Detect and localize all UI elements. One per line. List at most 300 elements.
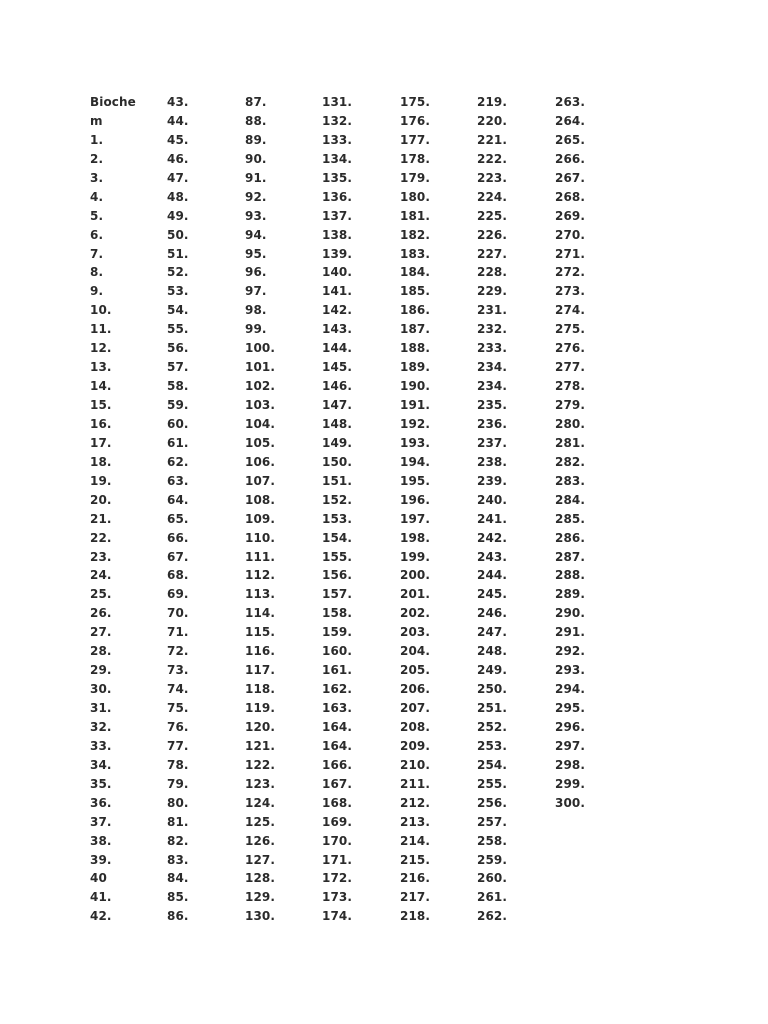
list-item: 259. (477, 852, 508, 867)
list-item: 120. (245, 719, 276, 734)
list-item: 190. (400, 379, 431, 394)
list-item: 118. (245, 682, 276, 697)
list-item: 6. (90, 227, 104, 242)
list-item: 217. (400, 890, 431, 905)
list-item: 17. (90, 435, 112, 450)
list-item: 37. (90, 814, 112, 829)
list-item: 19. (90, 473, 112, 488)
list-item: 174. (322, 909, 353, 924)
list-item: 275. (555, 322, 586, 337)
list-item: 5. (90, 208, 104, 223)
list-item: 144. (322, 341, 353, 356)
list-item: 45. (167, 132, 189, 147)
list-item: 96. (245, 265, 267, 280)
list-item: 28. (90, 644, 112, 659)
list-item: 164. (322, 738, 353, 753)
list-item: 34. (90, 757, 112, 772)
list-item: 1. (90, 132, 104, 147)
list-item: 157. (322, 587, 353, 602)
list-item: 53. (167, 284, 189, 299)
list-item: 124. (245, 795, 276, 810)
list-item: 143. (322, 322, 353, 337)
list-item: 84. (167, 871, 189, 886)
list-item: 29. (90, 663, 112, 678)
list-item: 145. (322, 360, 353, 375)
list-item: 122. (245, 757, 276, 772)
list-item: 128. (245, 871, 276, 886)
list-item: 240. (477, 492, 508, 507)
list-item: 97. (245, 284, 267, 299)
list-item: 88. (245, 113, 267, 128)
list-item: 162. (322, 682, 353, 697)
list-item: 228. (477, 265, 508, 280)
list-item: 292. (555, 644, 586, 659)
list-item: 39. (90, 852, 112, 867)
list-item: 35. (90, 776, 112, 791)
numbered-column-2 (167, 93, 237, 926)
list-item: 234. (477, 360, 508, 375)
list-item: 49. (167, 208, 189, 223)
list-item: 57. (167, 360, 189, 375)
list-item: 203. (400, 625, 431, 640)
numbered-column-4 (322, 93, 392, 926)
list-item: 283. (555, 473, 586, 488)
list-item: 229. (477, 284, 508, 299)
list-item: 73. (167, 663, 189, 678)
list-item: 27. (90, 625, 112, 640)
list-item: 156. (322, 568, 353, 583)
list-item: 119. (245, 701, 276, 715)
list-item: 187. (400, 322, 431, 337)
list-item: 216. (400, 871, 431, 886)
list-item: 55. (167, 322, 189, 337)
list-item: 94. (245, 227, 267, 242)
list-item: 155. (322, 549, 353, 564)
list-item: 54. (167, 303, 189, 318)
list-item: 233. (477, 341, 508, 356)
list-item: 4. (90, 189, 104, 204)
list-item: 291. (555, 625, 586, 640)
list-item: 211. (400, 776, 431, 791)
list-item: 222. (477, 151, 508, 166)
list-item: 75. (167, 701, 189, 715)
list-item: 106. (245, 454, 276, 469)
list-item: 38. (90, 833, 112, 848)
numbered-column-6 (477, 93, 547, 926)
list-item: 123. (245, 776, 276, 791)
list-item: 208. (400, 719, 431, 734)
list-item: 273. (555, 284, 586, 299)
list-item: 279. (555, 398, 586, 412)
list-item: 135. (322, 170, 353, 185)
list-item: 260. (477, 871, 508, 886)
list-item: 271. (555, 246, 586, 261)
list-item: m (90, 113, 103, 128)
list-item: 121. (245, 738, 276, 753)
list-item: 71. (167, 625, 189, 640)
list-item: 99. (245, 322, 267, 337)
list-item: 101. (245, 360, 276, 375)
list-item: 87. (245, 95, 267, 109)
list-item: 253. (477, 738, 508, 753)
list-item: 20. (90, 492, 112, 507)
numbered-column-1 (90, 93, 160, 926)
list-item: 234. (477, 379, 508, 394)
list-item: 224. (477, 189, 508, 204)
list-item: 258. (477, 833, 508, 848)
list-item: 141. (322, 284, 353, 299)
list-item: 23. (90, 549, 112, 564)
list-item: 295. (555, 701, 586, 715)
list-item: 150. (322, 454, 353, 469)
list-item: 175. (400, 95, 431, 109)
list-item: 178. (400, 151, 431, 166)
list-item: 117. (245, 663, 276, 678)
list-item: 151. (322, 473, 353, 488)
list-item: 72. (167, 644, 189, 659)
list-item: 220. (477, 113, 508, 128)
list-item: 166. (322, 757, 353, 772)
list-item: 158. (322, 606, 353, 621)
list-item: 152. (322, 492, 353, 507)
list-item: 140. (322, 265, 353, 280)
list-item: 64. (167, 492, 189, 507)
list-item: 66. (167, 530, 189, 545)
list-item: 130. (245, 909, 276, 924)
list-item: 95. (245, 246, 267, 261)
list-item: 182. (400, 227, 431, 242)
list-item: 76. (167, 719, 189, 734)
list-item: 201. (400, 587, 431, 602)
list-item: 102. (245, 379, 276, 394)
list-item: 78. (167, 757, 189, 772)
list-item: 115. (245, 625, 276, 640)
list-item: 245. (477, 587, 508, 602)
list-item: 227. (477, 246, 508, 261)
list-item: 285. (555, 511, 586, 526)
list-item: 9. (90, 284, 104, 299)
list-item: 169. (322, 814, 353, 829)
list-item: 188. (400, 341, 431, 356)
list-item: 125. (245, 814, 276, 829)
numbered-column-5 (400, 93, 470, 926)
list-item: 181. (400, 208, 431, 223)
list-item: 89. (245, 132, 267, 147)
list-item: 25. (90, 587, 112, 602)
list-item: 63. (167, 473, 189, 488)
list-item: 289. (555, 587, 586, 602)
list-item: 15. (90, 398, 112, 412)
list-item: 286. (555, 530, 586, 545)
list-item: 238. (477, 454, 508, 469)
list-item: 81. (167, 814, 189, 829)
list-item: 198. (400, 530, 431, 545)
list-item: 194. (400, 454, 431, 469)
list-item: 62. (167, 454, 189, 469)
list-item: 244. (477, 568, 508, 583)
list-item: 254. (477, 757, 508, 772)
list-item: 136. (322, 189, 353, 204)
list-item: 293. (555, 663, 586, 678)
list-item: 209. (400, 738, 431, 753)
list-item: 204. (400, 644, 431, 659)
numbered-column-7 (555, 93, 625, 813)
list-item: 189. (400, 360, 431, 375)
numbered-column-3 (245, 93, 315, 926)
list-item: 113. (245, 587, 276, 602)
list-item: 170. (322, 833, 353, 848)
list-item: 104. (245, 416, 276, 431)
list-item: 221. (477, 132, 508, 147)
list-item: 40 (90, 871, 107, 886)
list-item: 91. (245, 170, 267, 185)
list-item: 232. (477, 322, 508, 337)
list-item: 235. (477, 398, 508, 412)
list-item: 172. (322, 871, 353, 886)
list-item: 167. (322, 776, 353, 791)
list-item: 202. (400, 606, 431, 621)
list-item: 90. (245, 151, 267, 166)
list-item: 298. (555, 757, 586, 772)
list-item: 171. (322, 852, 353, 867)
list-item: 149. (322, 435, 353, 450)
list-item: 219. (477, 95, 508, 109)
list-item: 129. (245, 890, 276, 905)
list-item: 262. (477, 909, 508, 924)
list-item: 242. (477, 530, 508, 545)
list-item: 176. (400, 113, 431, 128)
list-item: 249. (477, 663, 508, 678)
list-item: 80. (167, 795, 189, 810)
list-item: 52. (167, 265, 189, 280)
list-item: 42. (90, 909, 112, 924)
list-item: 207. (400, 701, 431, 715)
list-item: 261. (477, 890, 508, 905)
list-item: 41. (90, 890, 112, 905)
list-item: 252. (477, 719, 508, 734)
list-item: 31. (90, 701, 112, 715)
list-item: 276. (555, 341, 586, 356)
list-item: 103. (245, 398, 276, 412)
list-item: 185. (400, 284, 431, 299)
list-item: 100. (245, 341, 276, 356)
list-item: 300. (555, 795, 586, 810)
list-item: 68. (167, 568, 189, 583)
list-item: 195. (400, 473, 431, 488)
list-item: 33. (90, 738, 112, 753)
list-item: 154. (322, 530, 353, 545)
list-item: 183. (400, 246, 431, 261)
list-item: 263. (555, 95, 586, 109)
list-item: 241. (477, 511, 508, 526)
list-item: 173. (322, 890, 353, 905)
list-item: 270. (555, 227, 586, 242)
list-item: 65. (167, 511, 189, 526)
list-item: 231. (477, 303, 508, 318)
list-item: 21. (90, 511, 112, 526)
list-item: 179. (400, 170, 431, 185)
list-item: 278. (555, 379, 586, 394)
list-item: 8. (90, 265, 104, 280)
list-item: 12. (90, 341, 112, 356)
list-item: 22. (90, 530, 112, 545)
list-item: 59. (167, 398, 189, 412)
list-item: 79. (167, 776, 189, 791)
list-item: 114. (245, 606, 276, 621)
list-item: 268. (555, 189, 586, 204)
list-item: 67. (167, 549, 189, 564)
list-item: 255. (477, 776, 508, 791)
list-item: 83. (167, 852, 189, 867)
list-item: 16. (90, 416, 112, 431)
list-item: 77. (167, 738, 189, 753)
list-item: 269. (555, 208, 586, 223)
list-item: 108. (245, 492, 276, 507)
list-item: 247. (477, 625, 508, 640)
list-item: 147. (322, 398, 353, 412)
list-item: 138. (322, 227, 353, 242)
list-item: 127. (245, 852, 276, 867)
list-item: 213. (400, 814, 431, 829)
list-item: 36. (90, 795, 112, 810)
list-item: 248. (477, 644, 508, 659)
list-item: 265. (555, 132, 586, 147)
list-item: 69. (167, 587, 189, 602)
list-item: 93. (245, 208, 267, 223)
list-item: 272. (555, 265, 586, 280)
list-item: 43. (167, 95, 189, 109)
list-item: 92. (245, 189, 267, 204)
list-item: 218. (400, 909, 431, 924)
list-item: 264. (555, 113, 586, 128)
list-item: 163. (322, 701, 353, 715)
list-item: 288. (555, 568, 586, 583)
list-item: 225. (477, 208, 508, 223)
list-item: 107. (245, 473, 276, 488)
list-item: 284. (555, 492, 586, 507)
list-item: 192. (400, 416, 431, 431)
list-item: 164. (322, 719, 353, 734)
list-item: 148. (322, 416, 353, 431)
list-item: 58. (167, 379, 189, 394)
list-item: 280. (555, 416, 586, 431)
list-item: 146. (322, 379, 353, 394)
list-item: 161. (322, 663, 353, 678)
list-item: 132. (322, 113, 353, 128)
list-item: 184. (400, 265, 431, 280)
list-item: 7. (90, 246, 104, 261)
list-item: 205. (400, 663, 431, 678)
list-item: 297. (555, 738, 586, 753)
list-item: 239. (477, 473, 508, 488)
list-item: 200. (400, 568, 431, 583)
list-item: 206. (400, 682, 431, 697)
list-item: 237. (477, 435, 508, 450)
list-item: 3. (90, 170, 104, 185)
list-item: 294. (555, 682, 586, 697)
list-item: Bioche (90, 95, 136, 109)
list-item: 180. (400, 189, 431, 204)
list-item: 236. (477, 416, 508, 431)
list-item: 299. (555, 776, 586, 791)
list-item: 11. (90, 322, 112, 337)
list-item: 139. (322, 246, 353, 261)
list-item: 251. (477, 701, 508, 715)
list-item: 153. (322, 511, 353, 526)
list-item: 215. (400, 852, 431, 867)
list-item: 56. (167, 341, 189, 356)
list-item: 186. (400, 303, 431, 318)
list-item: 46. (167, 151, 189, 166)
list-item: 159. (322, 625, 353, 640)
list-item: 267. (555, 170, 586, 185)
list-item: 86. (167, 909, 189, 924)
list-item: 191. (400, 398, 431, 412)
list-item: 287. (555, 549, 586, 564)
list-item: 168. (322, 795, 353, 810)
list-item: 47. (167, 170, 189, 185)
list-item: 126. (245, 833, 276, 848)
list-item: 70. (167, 606, 189, 621)
list-item: 112. (245, 568, 276, 583)
list-item: 116. (245, 644, 276, 659)
list-item: 48. (167, 189, 189, 204)
list-item: 160. (322, 644, 353, 659)
list-item: 281. (555, 435, 586, 450)
list-item: 44. (167, 113, 189, 128)
list-item: 133. (322, 132, 353, 147)
list-item: 212. (400, 795, 431, 810)
list-item: 13. (90, 360, 112, 375)
list-item: 196. (400, 492, 431, 507)
list-item: 61. (167, 435, 189, 450)
list-item: 250. (477, 682, 508, 697)
list-item: 257. (477, 814, 508, 829)
list-item: 193. (400, 435, 431, 450)
list-item: 111. (245, 549, 276, 564)
list-item: 199. (400, 549, 431, 564)
list-item: 82. (167, 833, 189, 848)
list-item: 246. (477, 606, 508, 621)
list-item: 131. (322, 95, 353, 109)
list-item: 197. (400, 511, 431, 526)
list-item: 30. (90, 682, 112, 697)
list-item: 105. (245, 435, 276, 450)
list-item: 14. (90, 379, 112, 394)
list-item: 50. (167, 227, 189, 242)
list-item: 210. (400, 757, 431, 772)
list-item: 109. (245, 511, 276, 526)
list-item: 60. (167, 416, 189, 431)
list-item: 10. (90, 303, 112, 318)
list-item: 214. (400, 833, 431, 848)
list-item: 85. (167, 890, 189, 905)
list-item: 177. (400, 132, 431, 147)
list-item: 74. (167, 682, 189, 697)
list-item: 277. (555, 360, 586, 375)
list-item: 134. (322, 151, 353, 166)
list-item: 137. (322, 208, 353, 223)
list-item: 282. (555, 454, 586, 469)
list-item: 26. (90, 606, 112, 621)
list-item: 110. (245, 530, 276, 545)
list-item: 98. (245, 303, 267, 318)
list-item: 274. (555, 303, 586, 318)
list-item: 223. (477, 170, 508, 185)
list-item: 18. (90, 454, 112, 469)
list-item: 51. (167, 246, 189, 261)
list-item: 266. (555, 151, 586, 166)
